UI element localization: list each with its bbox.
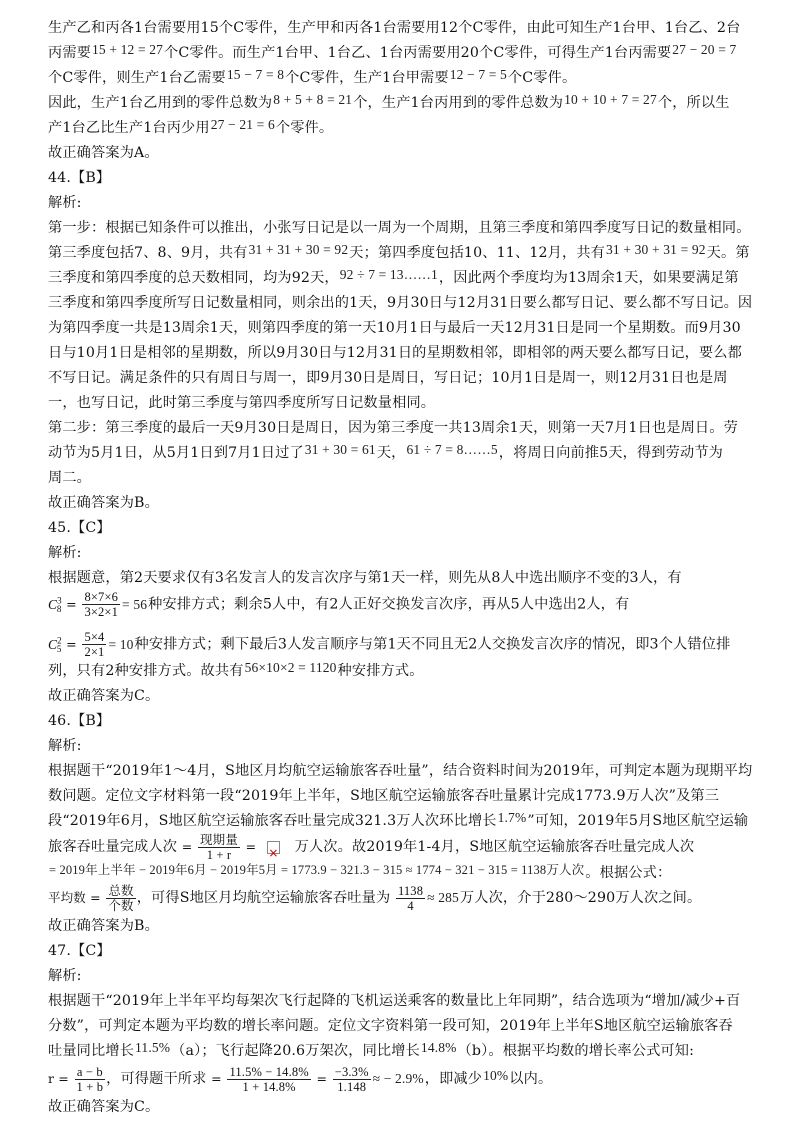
text: 天。第: [706, 245, 750, 261]
text: 不写日记。满足条件的只有周日与周一，即9月30日是周日，写日记；10月1日是周一，则12月31日也是周: [48, 370, 728, 386]
text-line: [48, 18, 740, 38]
text: 44.【B】: [48, 170, 111, 186]
combination-symbol: $C^3_8$: [48, 595, 62, 615]
text-line: [48, 761, 752, 781]
text-line: [48, 93, 730, 113]
analysis-label: [48, 736, 82, 756]
text-line: [48, 468, 91, 488]
formula: 10 + 10 + 7 = 27: [564, 92, 657, 107]
text: 47.【C】: [48, 943, 111, 959]
formula: 12 − 7 = 5: [449, 67, 507, 82]
text: 个，生产1台丙用到的零件总数为: [353, 95, 564, 111]
formula: 56×10×2 = 1120: [244, 660, 337, 675]
text: 故正确答案为A。: [48, 145, 159, 161]
answer-line: [48, 493, 159, 513]
text: 解析:: [48, 195, 82, 211]
text-line: [48, 863, 671, 883]
text-line: [48, 393, 435, 413]
fraction: $\frac{1138}{4}$: [397, 883, 424, 913]
formula: ≈ − 2.9%: [372, 1071, 424, 1086]
text: 。根据公式：: [585, 865, 672, 881]
question-number: [48, 518, 111, 538]
text: ，可得S地区月均航空运输旅客吞吐量为: [136, 890, 391, 906]
text: 个零件。: [275, 120, 334, 136]
fraction: $\frac{11.5\% - 14.8\%}{1 + 14.8\%}$: [229, 1064, 309, 1094]
text: 因此，生产1台乙用到的零件总数为: [48, 95, 273, 111]
text: ，即减少: [424, 1071, 483, 1087]
text: 三季度和第四季度所写日记数量相同，则余出的1天，9月30日与12月31日要么都写日记、要么都不写日记。因: [48, 295, 753, 311]
formula: 1.7%: [497, 810, 527, 825]
text-line: [48, 1041, 694, 1061]
formula: 31 + 30 = 61: [304, 442, 376, 457]
text-line: [48, 568, 682, 588]
text-line: [48, 1016, 733, 1036]
formula: 31 + 30 + 31 = 92: [606, 242, 706, 257]
text-line: [48, 243, 750, 263]
text: 故正确答案为C。: [48, 1099, 160, 1115]
text: 一，也写日记，此时第三季度与第四季度所写日记数量相同。: [48, 395, 436, 411]
text: 数问题。定位文字材料第一段“2019年上半年，S地区航空运输旅客吞吐量累计完成1773.9万人次”及第三: [48, 788, 720, 804]
answer-line: [48, 1097, 159, 1117]
formula: 15 + 12 = 27: [92, 42, 164, 57]
formula: = 2019年上半年 − 2019年6月 − 2019年5月 = 1773.9 − 321.3 − 315 ≈ 1774 − 321 − 315 = 1138万人次: [49, 863, 585, 877]
formula: r =: [48, 1071, 69, 1086]
text: 丙需要: [48, 45, 92, 61]
text-line: [48, 318, 741, 338]
text: 根据题意，第2天要求仅有3名发言人的发言次序与第1天一样，则先从8人中选出顺序不变的3人，有: [48, 570, 682, 586]
text: 动节为5月1日，从5月1日到7月1日过了: [48, 445, 304, 461]
text: 旅客吞吐量完成人次: [48, 839, 178, 855]
equals: =: [316, 1071, 328, 1086]
text: 故正确答案为C。: [48, 688, 160, 704]
formula: ≈ 285: [427, 890, 459, 905]
text: 日与10月1日是相邻的星期数，所以9月30日与12月31日的星期数相邻，即相邻的两天要么都写日记，要么都: [48, 345, 742, 361]
formula: 11.5%: [135, 1040, 171, 1055]
formula: 27 − 20 = 7: [672, 42, 737, 57]
question-number: [48, 168, 110, 188]
text-line: [48, 218, 751, 238]
text-line: [48, 368, 728, 388]
formula: 8 + 5 + 8 = 21: [273, 92, 353, 107]
text: 为第四季度一共是13周余1天，则第四季度的第一天10月1日与最后一天12月31日是同一个星期数。而9月30: [48, 320, 741, 336]
text-line: [48, 832, 694, 862]
text: 三季度和第四季度的总天数相同，均为92天，: [48, 270, 339, 286]
equals: =: [245, 839, 257, 854]
text-line: [48, 443, 723, 463]
fraction: $\frac{-3.3\%}{1.148}$: [334, 1064, 369, 1094]
text: 解析:: [48, 738, 82, 754]
text: 种安排方式；剩下最后3人发言顺序与第1天不同且无2人交换发言次序的情况，即3个人错位排: [134, 636, 731, 653]
text: 周二。: [48, 470, 92, 486]
text: 生产乙和丙各1台需要用15个C零件，生产甲和丙各1台需要用12个C零件，由此可知生产1台甲、1台乙、2台: [48, 20, 741, 36]
text: 个C零件，则生产1台乙需要: [48, 70, 226, 86]
text: 列，只有2种安排方式。故共有: [48, 663, 244, 679]
text: 以内。: [509, 1071, 553, 1087]
analysis-label: [48, 543, 82, 563]
formula: 61 ÷ 7 = 8……5: [406, 442, 498, 457]
text-line: [48, 1063, 552, 1095]
text: 种安排方式。: [337, 663, 424, 679]
text: 分数”，可判定本题为平均数的增长率问题。定位文字资料第一段可知，2019年上半年S地区航空运输旅客吞: [48, 1018, 733, 1034]
text: 天；第四季度包括10、11、12月，共有: [349, 245, 606, 261]
text: 根据题干“2019年1～4月，S地区月均航空运输旅客吞吐量”，结合资料时间为2019年，可判定本题为现期平均: [48, 763, 753, 779]
text: 种安排方式；剩余5人中，有2人正好交换发言次序，再从5人中选出2人，有: [148, 596, 630, 613]
text: 解析:: [48, 545, 82, 561]
question-number: [48, 941, 111, 961]
analysis-label: [48, 193, 82, 213]
text: 天，: [376, 445, 406, 461]
text: 产1台乙比生产1台丙少用: [48, 120, 210, 136]
text: 解析:: [48, 968, 82, 984]
question-number: [48, 711, 110, 731]
answer-line: [48, 686, 159, 706]
text: 吐量同比增长: [48, 1043, 135, 1059]
equals: =: [211, 1071, 222, 1086]
text-line: [48, 293, 752, 313]
text-line: [48, 418, 738, 438]
text-line: $C^3_8$ = $\frac{8\times 7\times 6}{3\times 2\times 1}$ = 56种安排方式；剩余5人中，有2人正好交换发言次序，再从5人中选出2人，有: [48, 590, 630, 619]
text: （b）。根据平均数的增长率公式可知:: [457, 1043, 695, 1059]
text-line: [48, 68, 576, 88]
text: ，因此两个季度均为13周余1天，如果要满足第: [438, 270, 739, 286]
text-line: [48, 786, 719, 806]
formula: 31 + 31 + 30 = 92: [248, 242, 349, 257]
equals: =: [181, 839, 193, 854]
text-line: $C^2_5$ = $\frac{5\times 4}{2\times 1}$ = 10种安排方式；剩下最后3人发言顺序与第1天不同且无2人交换发言次序的情况，即3个人错位排: [48, 630, 731, 659]
text-line: [48, 118, 333, 138]
formula: = 10: [108, 636, 134, 652]
text-line: [48, 43, 737, 63]
text: 根据题干“2019年上半年平均每架次飞行起降的飞机运送乘客的数量比上年同期”，结合选项为“增加/减少+百: [48, 993, 741, 1009]
fraction: $\frac{\text{现期量}}{1 + r}$: [200, 832, 238, 862]
text: 个C零件，生产1台甲需要: [285, 70, 449, 86]
text: 故正确答案为B。: [48, 918, 159, 934]
text-line: [48, 343, 742, 363]
combination-symbol: $C^2_5$: [48, 635, 62, 655]
text: 46.【B】: [48, 713, 111, 729]
text-line: [48, 811, 748, 831]
text: （a）；飞行起降20.6万架次，同比增长: [171, 1043, 420, 1059]
text: 故正确答案为B。: [48, 495, 159, 511]
answer-line: [48, 916, 159, 936]
text-line: [48, 661, 424, 681]
formula: 平均数 =: [48, 890, 101, 905]
formula: 10%: [483, 1068, 509, 1083]
broken-image-icon: ×: [267, 841, 280, 854]
text-line: [48, 882, 701, 914]
formula: 15 − 7 = 8: [226, 67, 285, 82]
text: ，可得题干所求: [106, 1071, 207, 1087]
fraction: $\frac{a - b}{1 + b}$: [76, 1064, 104, 1094]
formula: 27 − 21 = 6: [210, 117, 275, 132]
text: 第二步：第三季度的最后一天9月30日是周日，因为第三季度一共13周余1天，则第一天7月1日也是周日。劳: [48, 420, 738, 436]
analysis-label: [48, 966, 82, 986]
text: 个C零件。: [507, 70, 577, 86]
text: 万人次。故2019年1-4月，S地区航空运输旅客吞吐量完成人次: [294, 839, 695, 855]
text: ，将周日向前推5天，得到劳动节为: [498, 445, 723, 461]
text: 段“2019年6月，S地区航空运输旅客吞吐量完成321.3万人次环比增长: [48, 813, 497, 829]
formula: 14.8%: [420, 1040, 457, 1055]
text: 第三季度包括7、8、9月，共有: [48, 245, 248, 261]
text: 45.【C】: [48, 520, 111, 536]
formula: 92 ÷ 7 = 13……1: [339, 267, 438, 282]
fraction: $\frac{8\times 7\times 6}{3\times 2\times 1}$: [84, 590, 119, 619]
text: 万人次，介于280～290万人次之间。: [459, 890, 702, 906]
text: 个C零件。而生产1台甲、1台乙、1台丙需要用20个C零件，可得生产1台丙需要: [164, 45, 672, 61]
text-line: [48, 268, 739, 288]
formula: = 56: [122, 596, 148, 612]
fraction: $\frac{\text{总数}}{\text{个数}}$: [108, 883, 134, 913]
text: 个，所以生: [657, 95, 730, 111]
fraction: $\frac{5\times 4}{2\times 1}$: [84, 630, 105, 659]
text: 第一步：根据已知条件可以推出，小张写日记是以一周为一个周期，且第三季度和第四季度写日记的数量相同。: [48, 220, 751, 236]
text: ”可知，2019年5月S地区航空运输: [527, 813, 749, 829]
text-line: [48, 991, 740, 1011]
answer-line: [48, 143, 159, 163]
